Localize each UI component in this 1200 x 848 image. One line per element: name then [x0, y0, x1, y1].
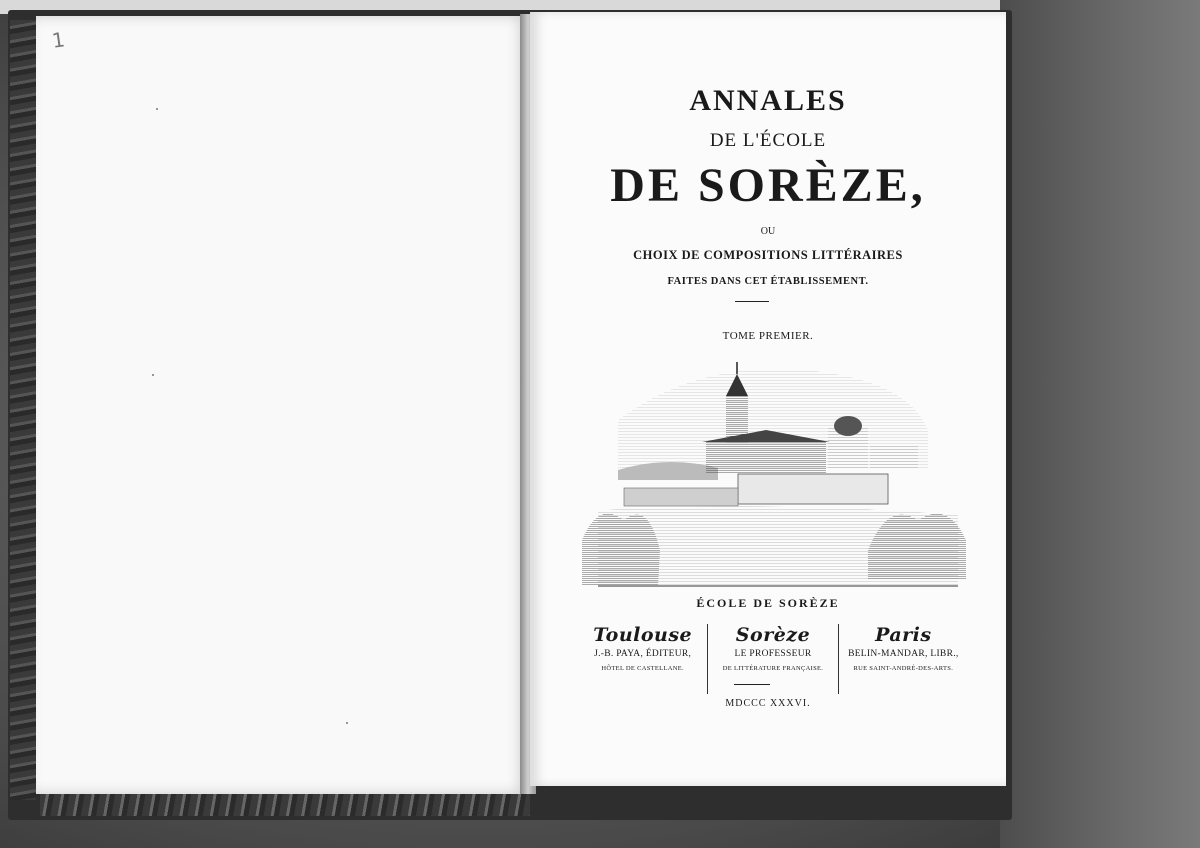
imprint-block	[578, 624, 968, 694]
page-number: 1	[50, 27, 67, 53]
engraving-illustration	[578, 350, 970, 596]
imprint-city: Toulouse	[593, 624, 693, 646]
imprint-publisher: BELIN-MANDAR, LIBR.,	[848, 649, 959, 659]
imprint-soreze	[707, 624, 837, 694]
title-annales: ANNALES	[689, 84, 847, 117]
imprint-toulouse	[578, 624, 707, 694]
imprint-publisher: J.-B. PAYA, ÉDITEUR,	[594, 649, 692, 659]
left-bushes	[582, 513, 660, 586]
scanner-bed	[1000, 0, 1200, 848]
marbled-cover-edge	[10, 20, 36, 800]
enclosure-wall	[738, 474, 888, 504]
imprint-publisher: LE PROFESSEUR	[734, 649, 812, 659]
low-wall	[624, 488, 738, 506]
paper-speck	[346, 722, 348, 724]
abbey-building	[706, 442, 826, 474]
imprint-address: HÔTEL DE CASTELLANE.	[601, 665, 684, 672]
divider-rule	[734, 684, 770, 685]
right-wing	[870, 446, 918, 470]
volume-label: TOME PREMIER.	[722, 330, 814, 342]
dome	[834, 416, 862, 436]
subtitle-line-1: CHOIX DE COMPOSITIONS LITTÉRAIRES	[633, 248, 903, 262]
title-de-soreze: DE SORÈZE,	[610, 159, 926, 212]
imprint-city: Sorèze	[735, 624, 811, 646]
title-page	[530, 12, 1006, 786]
paper-speck	[156, 108, 158, 110]
imprint-city: Paris	[875, 624, 932, 646]
illustration-caption: ÉCOLE DE SORÈZE	[696, 596, 840, 610]
paper-speck	[152, 374, 154, 376]
left-blank-page	[36, 16, 528, 794]
imprint-address: RUE SAINT-ANDRÉ-DES-ARTS.	[853, 665, 954, 672]
divider-rule	[735, 301, 769, 302]
publication-date: MDCCC XXXVI.	[725, 698, 811, 709]
title-conjunction: OU	[760, 226, 776, 237]
imprint-paris	[838, 624, 968, 694]
subtitle-line-2: FAITES DANS CET ÉTABLISSEMENT.	[667, 276, 869, 287]
imprint-address: DE LITTÉRATURE FRANÇAISE.	[722, 665, 824, 672]
title-de-lecole: DE L'ÉCOLE	[709, 130, 827, 151]
